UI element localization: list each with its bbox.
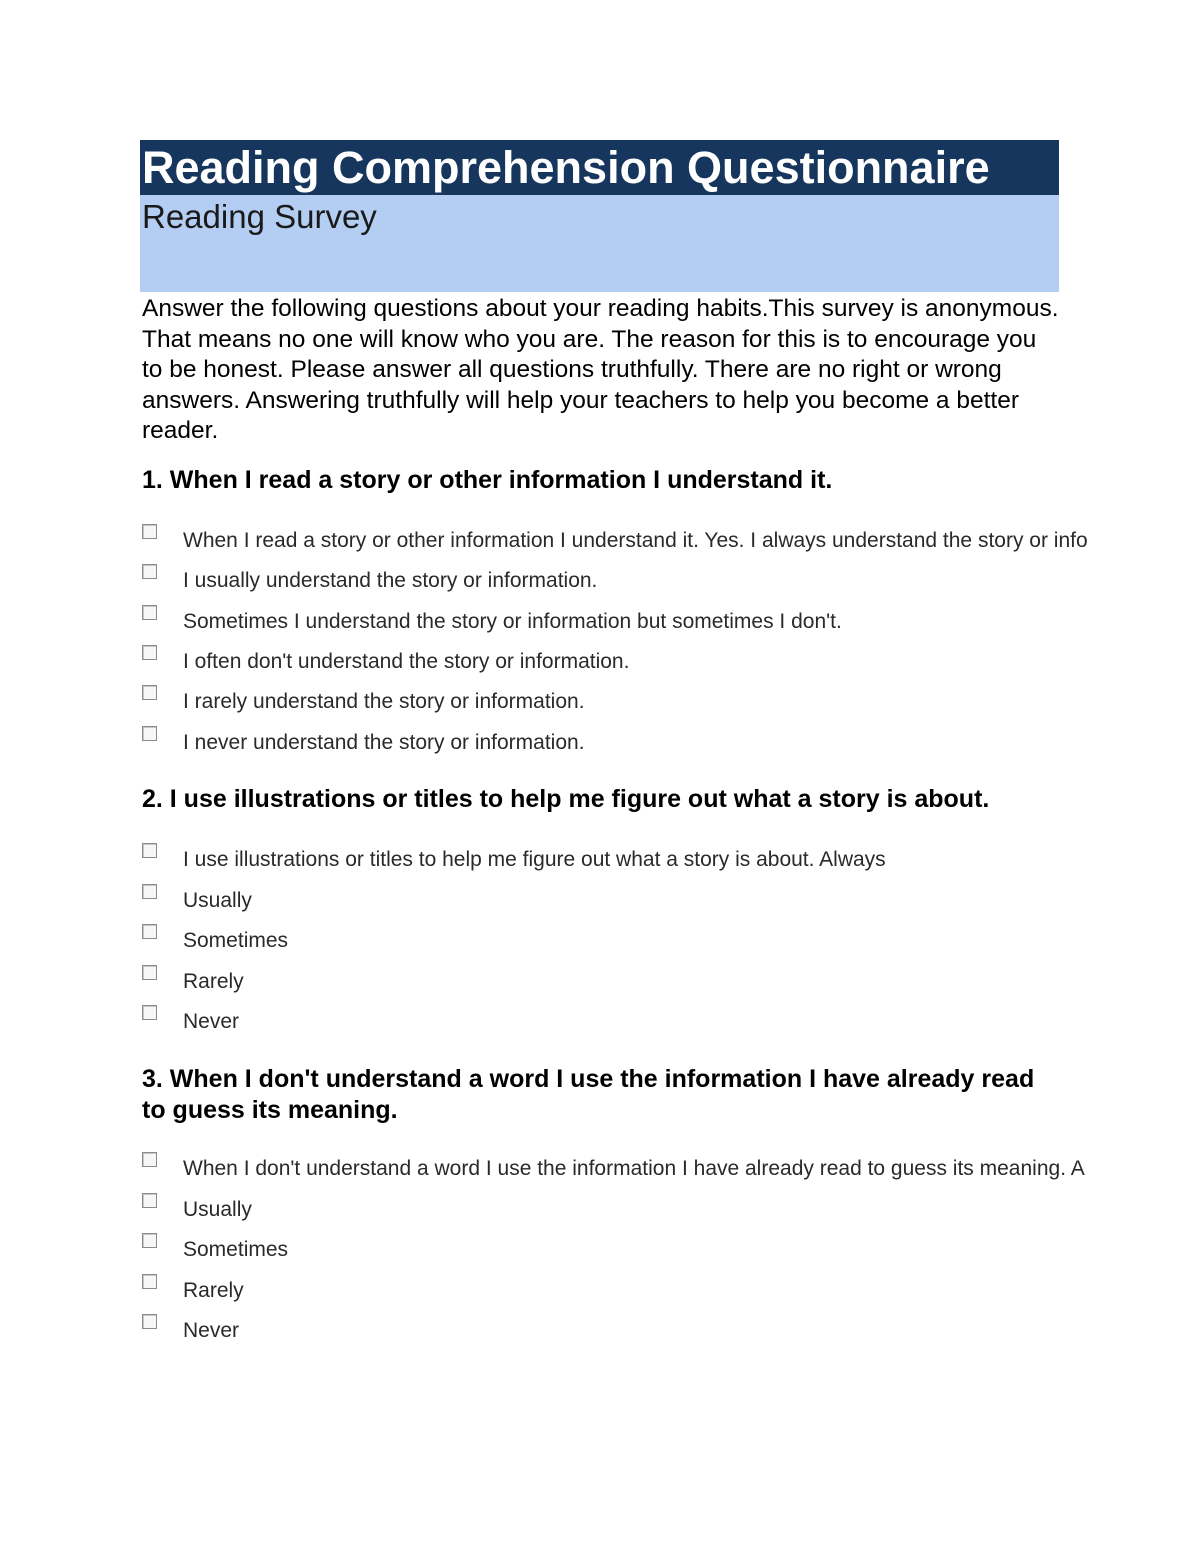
title-banner	[140, 140, 1059, 195]
option-label: I usually understand the story or information.	[183, 569, 598, 592]
option-label: Never	[183, 1010, 240, 1033]
checkbox[interactable]	[142, 645, 157, 660]
option-label: Usually	[183, 889, 252, 912]
checkbox[interactable]	[142, 924, 157, 939]
subtitle-banner	[140, 195, 1059, 292]
option-label: Rarely	[183, 970, 244, 993]
option-label: I often don't understand the story or information.	[183, 650, 630, 673]
checkbox[interactable]	[142, 1152, 157, 1167]
intro-paragraph: Answer the following questions about your reading habits.This survey is anonymous. That means no one will know who you are. The reason for this is to encourage you to be honest. Please answer all questions truthfully. There are no right or wrong answers. Answering truthfully will help your teachers to help you become a better reader.	[142, 295, 1059, 444]
checkbox[interactable]	[142, 1005, 157, 1020]
checkbox[interactable]	[142, 965, 157, 980]
option-label: When I read a story or other information I understand it. Yes. I always understand the story or info	[183, 529, 1088, 552]
option-label: Rarely	[183, 1279, 244, 1302]
checkbox[interactable]	[142, 884, 157, 899]
option-label: I rarely understand the story or information.	[183, 690, 585, 713]
question-2-label: 2. I use illustrations or titles to help me figure out what a story is about.	[142, 785, 990, 813]
page-title: Reading Comprehension Questionnaire	[142, 142, 990, 193]
checkbox[interactable]	[142, 524, 157, 539]
checkbox[interactable]	[142, 843, 157, 858]
checkbox[interactable]	[142, 685, 157, 700]
checkbox[interactable]	[142, 564, 157, 579]
checkbox[interactable]	[142, 1314, 157, 1329]
checkbox[interactable]	[142, 1233, 157, 1248]
option-label: I use illustrations or titles to help me figure out what a story is about. Always	[183, 848, 886, 871]
option-label: When I don't understand a word I use the information I have already read to guess its meaning. A	[183, 1157, 1085, 1180]
checkbox[interactable]	[142, 1193, 157, 1208]
option-label: Usually	[183, 1198, 252, 1221]
page-subtitle: Reading Survey	[142, 198, 377, 235]
option-label: I never understand the story or information.	[183, 731, 585, 754]
checkbox[interactable]	[142, 605, 157, 620]
option-label: Sometimes I understand the story or information but sometimes I don't.	[183, 610, 842, 633]
checkbox[interactable]	[142, 1274, 157, 1289]
checkbox[interactable]	[142, 726, 157, 741]
question-3-label: 3. When I don't understand a word I use the information I have already read to guess its meaning.	[142, 1065, 1035, 1124]
option-label: Never	[183, 1319, 240, 1342]
question-1-label: 1. When I read a story or other information I understand it.	[142, 466, 833, 494]
option-label: Sometimes	[183, 1238, 289, 1261]
option-label: Sometimes	[183, 929, 289, 952]
